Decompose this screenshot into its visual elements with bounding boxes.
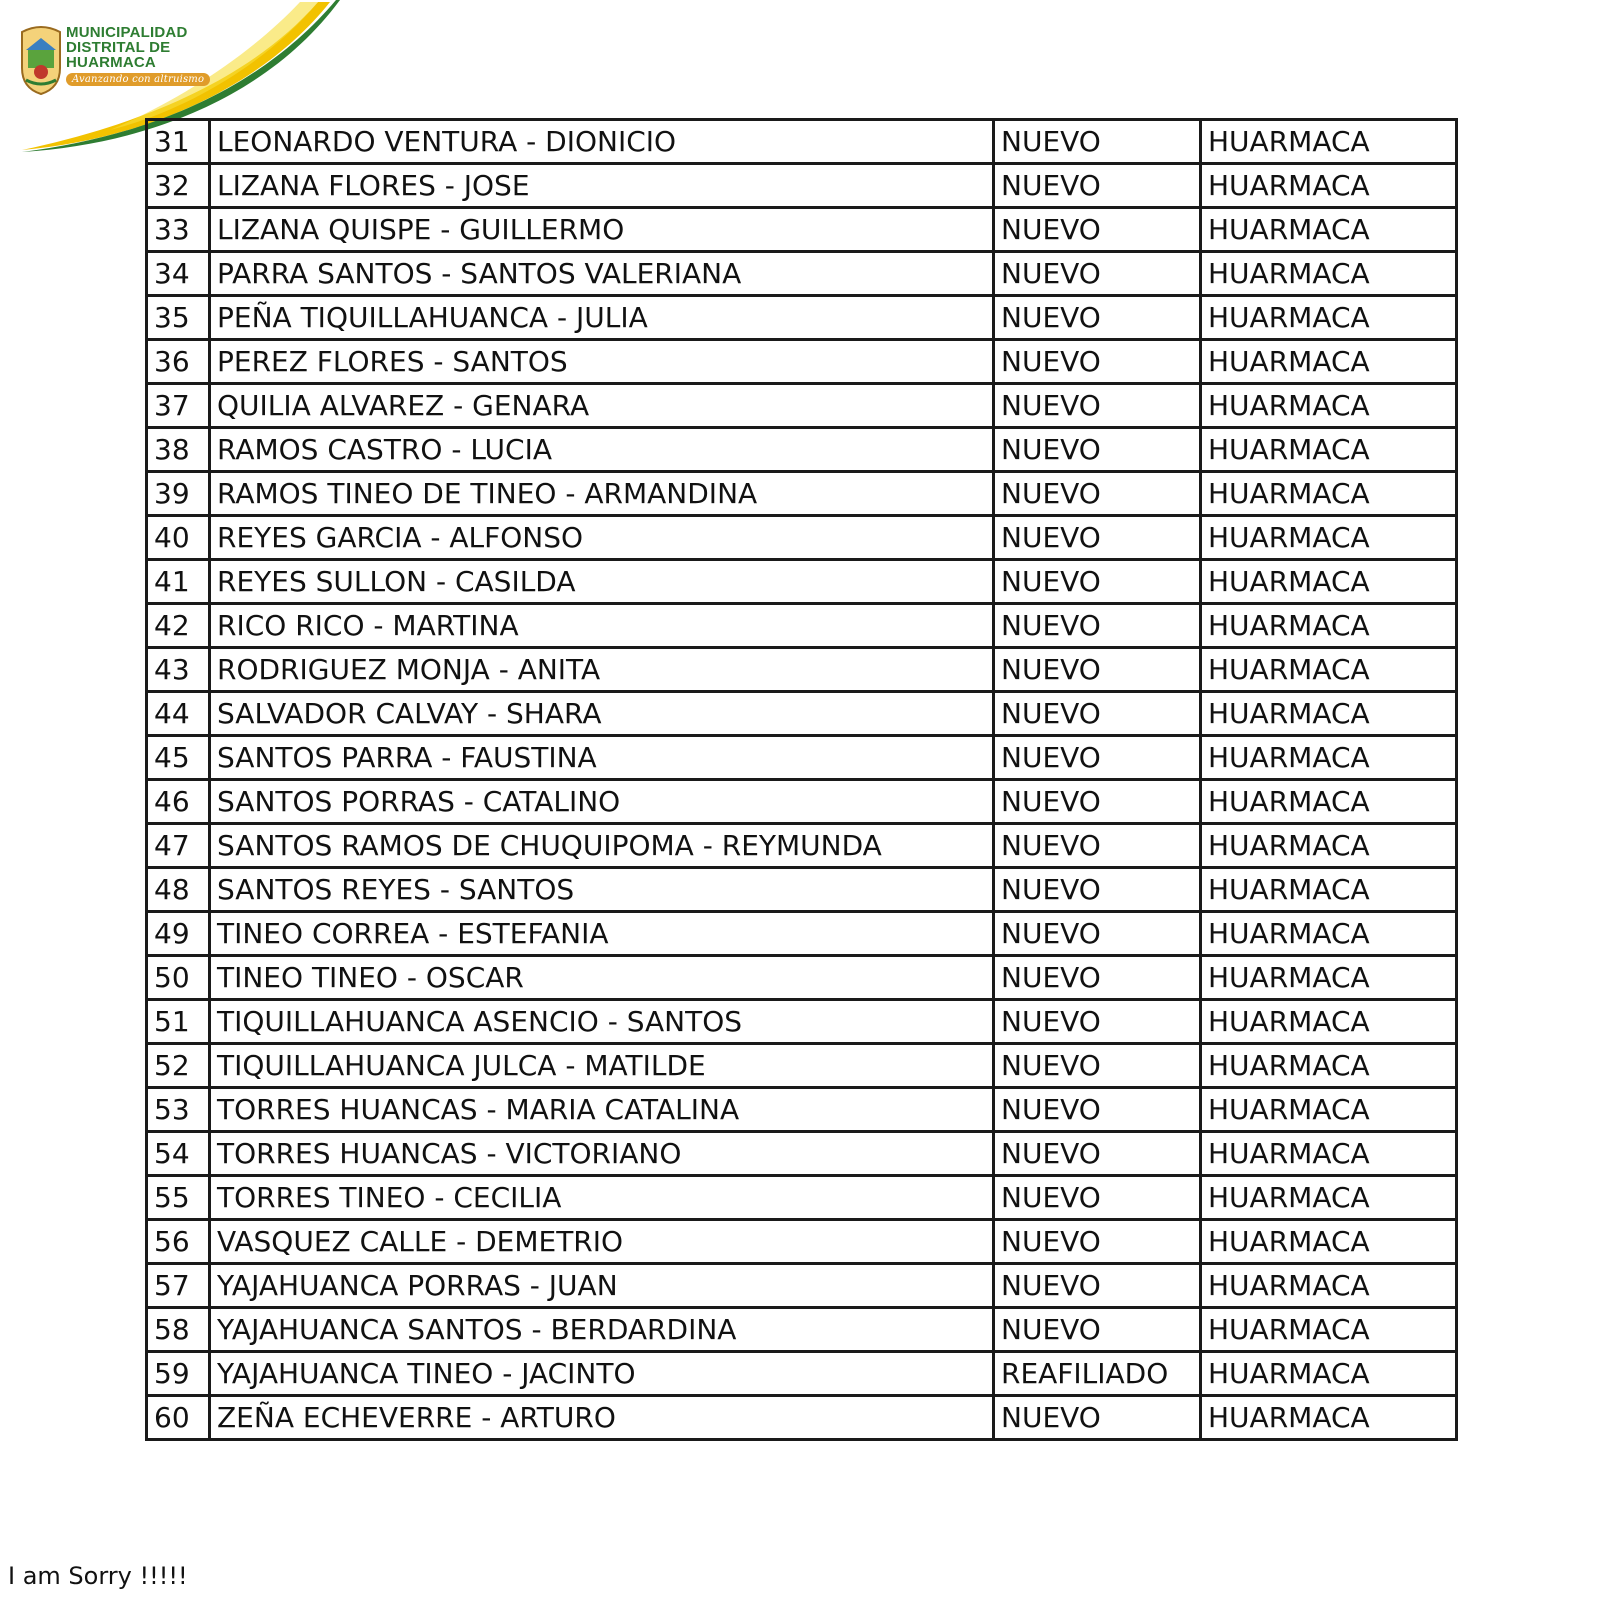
- person-name-cell: TORRES HUANCAS - MARIA CATALINA: [210, 1088, 994, 1132]
- beneficiary-table: [145, 118, 1458, 1441]
- district-cell: HUARMACA: [1201, 912, 1457, 956]
- table-row: [147, 428, 1457, 472]
- municipal-seal-icon: [18, 22, 64, 96]
- row-number-cell: 37: [147, 384, 210, 428]
- status-cell: NUEVO: [994, 560, 1201, 604]
- row-number-cell: 36: [147, 340, 210, 384]
- row-number-cell: 51: [147, 1000, 210, 1044]
- table-row: [147, 736, 1457, 780]
- table-row: [147, 472, 1457, 516]
- status-cell: NUEVO: [994, 340, 1201, 384]
- district-cell: HUARMACA: [1201, 516, 1457, 560]
- row-number-cell: 46: [147, 780, 210, 824]
- status-cell: NUEVO: [994, 1396, 1201, 1440]
- person-name-cell: YAJAHUANCA PORRAS - JUAN: [210, 1264, 994, 1308]
- row-number-cell: 48: [147, 868, 210, 912]
- row-number-cell: 39: [147, 472, 210, 516]
- row-number-cell: 44: [147, 692, 210, 736]
- status-cell: NUEVO: [994, 1044, 1201, 1088]
- status-cell: NUEVO: [994, 736, 1201, 780]
- table-row: [147, 560, 1457, 604]
- district-cell: HUARMACA: [1201, 956, 1457, 1000]
- district-cell: HUARMACA: [1201, 296, 1457, 340]
- row-number-cell: 60: [147, 1396, 210, 1440]
- table-row: [147, 1132, 1457, 1176]
- row-number-cell: 52: [147, 1044, 210, 1088]
- footer-note: I am Sorry !!!!!: [8, 1562, 188, 1590]
- person-name-cell: TINEO CORREA - ESTEFANIA: [210, 912, 994, 956]
- status-cell: NUEVO: [994, 1220, 1201, 1264]
- status-cell: NUEVO: [994, 912, 1201, 956]
- person-name-cell: TORRES TINEO - CECILIA: [210, 1176, 994, 1220]
- person-name-cell: TORRES HUANCAS - VICTORIANO: [210, 1132, 994, 1176]
- table-row: [147, 780, 1457, 824]
- status-cell: NUEVO: [994, 956, 1201, 1000]
- district-cell: HUARMACA: [1201, 472, 1457, 516]
- district-cell: HUARMACA: [1201, 1088, 1457, 1132]
- row-number-cell: 42: [147, 604, 210, 648]
- row-number-cell: 41: [147, 560, 210, 604]
- person-name-cell: ZEÑA ECHEVERRE - ARTURO: [210, 1396, 994, 1440]
- logo-line-3: HUARMACA: [66, 54, 156, 71]
- table-row: [147, 1220, 1457, 1264]
- person-name-cell: SANTOS PARRA - FAUSTINA: [210, 736, 994, 780]
- logo-line-2: DISTRITAL DE: [66, 39, 171, 56]
- person-name-cell: PEÑA TIQUILLAHUANCA - JULIA: [210, 296, 994, 340]
- person-name-cell: LEONARDO VENTURA - DIONICIO: [210, 120, 994, 164]
- row-number-cell: 33: [147, 208, 210, 252]
- district-cell: HUARMACA: [1201, 120, 1457, 164]
- district-cell: HUARMACA: [1201, 1396, 1457, 1440]
- municipality-logo: [66, 25, 210, 86]
- status-cell: NUEVO: [994, 164, 1201, 208]
- status-cell: NUEVO: [994, 1264, 1201, 1308]
- person-name-cell: YAJAHUANCA TINEO - JACINTO: [210, 1352, 994, 1396]
- row-number-cell: 50: [147, 956, 210, 1000]
- row-number-cell: 55: [147, 1176, 210, 1220]
- person-name-cell: VASQUEZ CALLE - DEMETRIO: [210, 1220, 994, 1264]
- status-cell: NUEVO: [994, 824, 1201, 868]
- district-cell: HUARMACA: [1201, 1220, 1457, 1264]
- table-row: [147, 692, 1457, 736]
- person-name-cell: TINEO TINEO - OSCAR: [210, 956, 994, 1000]
- person-name-cell: TIQUILLAHUANCA JULCA - MATILDE: [210, 1044, 994, 1088]
- person-name-cell: PARRA SANTOS - SANTOS VALERIANA: [210, 252, 994, 296]
- status-cell: NUEVO: [994, 868, 1201, 912]
- row-number-cell: 59: [147, 1352, 210, 1396]
- district-cell: HUARMACA: [1201, 384, 1457, 428]
- row-number-cell: 54: [147, 1132, 210, 1176]
- table-row: [147, 956, 1457, 1000]
- table-row: [147, 604, 1457, 648]
- row-number-cell: 49: [147, 912, 210, 956]
- status-cell: REAFILIADO: [994, 1352, 1201, 1396]
- row-number-cell: 31: [147, 120, 210, 164]
- person-name-cell: REYES SULLON - CASILDA: [210, 560, 994, 604]
- row-number-cell: 35: [147, 296, 210, 340]
- table-row: [147, 1044, 1457, 1088]
- district-cell: HUARMACA: [1201, 164, 1457, 208]
- status-cell: NUEVO: [994, 780, 1201, 824]
- district-cell: HUARMACA: [1201, 252, 1457, 296]
- district-cell: HUARMACA: [1201, 736, 1457, 780]
- district-cell: HUARMACA: [1201, 1176, 1457, 1220]
- table-row: [147, 1088, 1457, 1132]
- status-cell: NUEVO: [994, 1132, 1201, 1176]
- row-number-cell: 57: [147, 1264, 210, 1308]
- status-cell: NUEVO: [994, 252, 1201, 296]
- status-cell: NUEVO: [994, 1000, 1201, 1044]
- table-row: [147, 1308, 1457, 1352]
- status-cell: NUEVO: [994, 472, 1201, 516]
- status-cell: NUEVO: [994, 692, 1201, 736]
- table-row: [147, 120, 1457, 164]
- table-row: [147, 1264, 1457, 1308]
- row-number-cell: 32: [147, 164, 210, 208]
- row-number-cell: 47: [147, 824, 210, 868]
- status-cell: NUEVO: [994, 604, 1201, 648]
- person-name-cell: PEREZ FLORES - SANTOS: [210, 340, 994, 384]
- person-name-cell: RAMOS TINEO DE TINEO - ARMANDINA: [210, 472, 994, 516]
- status-cell: NUEVO: [994, 648, 1201, 692]
- district-cell: HUARMACA: [1201, 1132, 1457, 1176]
- person-name-cell: SANTOS RAMOS DE CHUQUIPOMA - REYMUNDA: [210, 824, 994, 868]
- district-cell: HUARMACA: [1201, 1044, 1457, 1088]
- district-cell: HUARMACA: [1201, 560, 1457, 604]
- table-row: [147, 252, 1457, 296]
- row-number-cell: 38: [147, 428, 210, 472]
- person-name-cell: LIZANA QUISPE - GUILLERMO: [210, 208, 994, 252]
- table-row: [147, 208, 1457, 252]
- district-cell: HUARMACA: [1201, 868, 1457, 912]
- status-cell: NUEVO: [994, 208, 1201, 252]
- logo-line-1: MUNICIPALIDAD: [66, 24, 188, 41]
- row-number-cell: 40: [147, 516, 210, 560]
- district-cell: HUARMACA: [1201, 1000, 1457, 1044]
- table-row: [147, 1396, 1457, 1440]
- district-cell: HUARMACA: [1201, 780, 1457, 824]
- table-row: [147, 164, 1457, 208]
- table-row: [147, 1000, 1457, 1044]
- row-number-cell: 43: [147, 648, 210, 692]
- district-cell: HUARMACA: [1201, 824, 1457, 868]
- person-name-cell: REYES GARCIA - ALFONSO: [210, 516, 994, 560]
- person-name-cell: QUILIA ALVAREZ - GENARA: [210, 384, 994, 428]
- row-number-cell: 53: [147, 1088, 210, 1132]
- person-name-cell: YAJAHUANCA SANTOS - BERDARDINA: [210, 1308, 994, 1352]
- row-number-cell: 45: [147, 736, 210, 780]
- row-number-cell: 34: [147, 252, 210, 296]
- person-name-cell: SANTOS REYES - SANTOS: [210, 868, 994, 912]
- district-cell: HUARMACA: [1201, 1264, 1457, 1308]
- table-row: [147, 340, 1457, 384]
- table-row: [147, 1176, 1457, 1220]
- district-cell: HUARMACA: [1201, 648, 1457, 692]
- status-cell: NUEVO: [994, 516, 1201, 560]
- status-cell: NUEVO: [994, 1308, 1201, 1352]
- row-number-cell: 58: [147, 1308, 210, 1352]
- person-name-cell: SALVADOR CALVAY - SHARA: [210, 692, 994, 736]
- person-name-cell: RAMOS CASTRO - LUCIA: [210, 428, 994, 472]
- table-row: [147, 868, 1457, 912]
- status-cell: NUEVO: [994, 120, 1201, 164]
- beneficiary-table-body: [147, 120, 1457, 1440]
- table-row: [147, 516, 1457, 560]
- district-cell: HUARMACA: [1201, 428, 1457, 472]
- status-cell: NUEVO: [994, 296, 1201, 340]
- table-row: [147, 1352, 1457, 1396]
- person-name-cell: TIQUILLAHUANCA ASENCIO - SANTOS: [210, 1000, 994, 1044]
- logo-motto: Avanzando con altruismo: [66, 73, 210, 86]
- district-cell: HUARMACA: [1201, 604, 1457, 648]
- district-cell: HUARMACA: [1201, 692, 1457, 736]
- table-row: [147, 648, 1457, 692]
- status-cell: NUEVO: [994, 1176, 1201, 1220]
- person-name-cell: LIZANA FLORES - JOSE: [210, 164, 994, 208]
- table-row: [147, 912, 1457, 956]
- district-cell: HUARMACA: [1201, 208, 1457, 252]
- person-name-cell: RODRIGUEZ MONJA - ANITA: [210, 648, 994, 692]
- table-row: [147, 824, 1457, 868]
- district-cell: HUARMACA: [1201, 1308, 1457, 1352]
- status-cell: NUEVO: [994, 384, 1201, 428]
- status-cell: NUEVO: [994, 428, 1201, 472]
- person-name-cell: RICO RICO - MARTINA: [210, 604, 994, 648]
- person-name-cell: SANTOS PORRAS - CATALINO: [210, 780, 994, 824]
- row-number-cell: 56: [147, 1220, 210, 1264]
- district-cell: HUARMACA: [1201, 340, 1457, 384]
- table-row: [147, 384, 1457, 428]
- table-row: [147, 296, 1457, 340]
- district-cell: HUARMACA: [1201, 1352, 1457, 1396]
- status-cell: NUEVO: [994, 1088, 1201, 1132]
